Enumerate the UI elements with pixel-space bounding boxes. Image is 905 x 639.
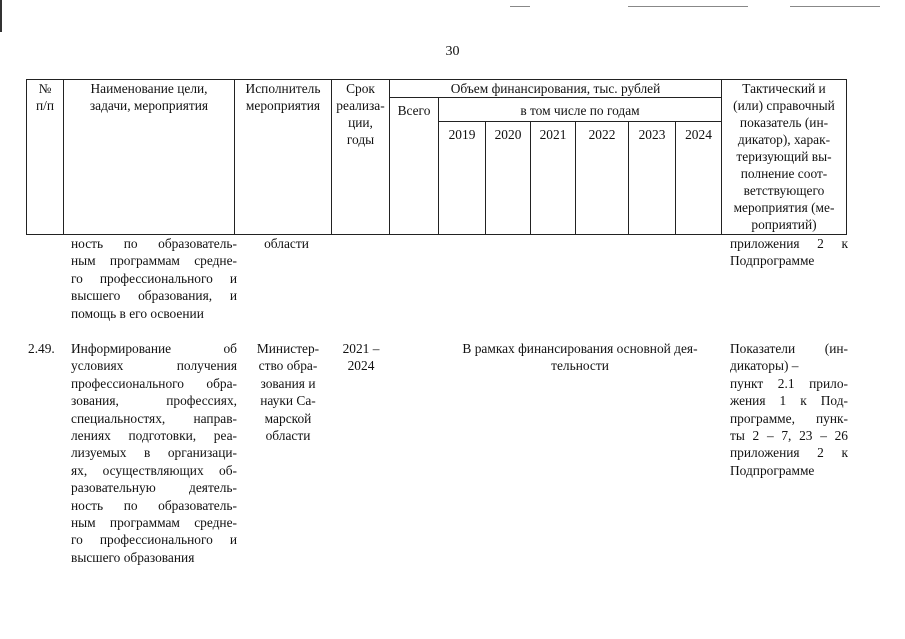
continued-name	[71, 235, 237, 322]
page-number: 30	[445, 44, 460, 59]
header-name: Наименование цели, задачи, мероприятия	[64, 80, 235, 235]
header-table	[26, 79, 847, 235]
text-line: Подпрограмме	[730, 253, 815, 269]
row-249-funding	[440, 340, 720, 375]
text-line: высшего образования, и	[71, 288, 237, 304]
text-line: Министер-	[256, 341, 320, 356]
text-line: области	[264, 236, 309, 251]
text-line: помощь в его освоении	[71, 305, 204, 321]
header-executor: Исполнитель мероприятия	[235, 80, 332, 235]
text-line: ным программам средне-	[71, 515, 237, 531]
row-249-num: 2.49.	[28, 341, 55, 356]
text-line: зования, профессиях,	[71, 393, 237, 409]
header-total: Всего	[390, 98, 439, 235]
text-line: приложения 2 к	[730, 236, 848, 251]
text-line: зования и	[260, 375, 316, 391]
header-num: № п/п	[27, 80, 64, 235]
header-year-2021: 2021	[531, 122, 576, 235]
text-line: В рамках финансирования основной дея-	[462, 341, 698, 356]
text-line: Информирование об	[71, 341, 237, 356]
continued-indicator	[730, 235, 848, 270]
text-line: лениях подготовки, реа-	[71, 428, 237, 444]
text-line: разовательную деятель-	[71, 480, 237, 496]
text-line: дикаторы) –	[730, 358, 799, 374]
header-year-2024: 2024	[676, 122, 722, 235]
text-line: условиях получения	[71, 358, 237, 374]
text-line: приложения 2 к	[730, 445, 848, 461]
text-line: ты 2 – 7, 23 – 26	[730, 428, 848, 444]
text-line: области	[265, 428, 311, 444]
header-year-2020: 2020	[486, 122, 531, 235]
row-249-executor	[244, 340, 332, 444]
text-line: ность по образователь-	[71, 236, 237, 251]
text-line: ность по образователь-	[71, 497, 237, 513]
text-line: лизуемых в организаци-	[71, 445, 237, 461]
header-by-years: в том числе по годам	[439, 98, 722, 122]
header-year-2022: 2022	[576, 122, 629, 235]
text-line: 2024	[347, 358, 375, 374]
text-line: программе, пунк-	[730, 410, 848, 426]
header-indicator: Тактический и (или) справочный показатель (ин- дикатор), харак- теризующий вы- полнение соот- ветствующего мероприятия (ме- роприятий)	[722, 80, 847, 235]
text-line: 2021 –	[342, 341, 380, 356]
header-term: Срок реализа- ции, годы	[332, 80, 390, 235]
text-line: высшего образования	[71, 549, 195, 565]
scan-edge-mark	[0, 0, 2, 32]
text-line: профессионального обра-	[71, 375, 237, 391]
text-line: пункт 2.1 прило-	[730, 375, 848, 391]
header-year-2023: 2023	[629, 122, 676, 235]
text-line: специальностях, направ-	[71, 410, 237, 426]
row-249-indicator	[730, 340, 848, 479]
text-line: марской	[264, 410, 312, 426]
row-249-name	[71, 340, 237, 566]
header-year-2019: 2019	[439, 122, 486, 235]
scan-artifact	[510, 6, 530, 7]
row-249-term	[330, 340, 392, 375]
text-line: го профессионального и	[71, 532, 237, 548]
scan-artifact	[790, 6, 880, 7]
scan-artifact	[628, 6, 748, 7]
text-line: науки Са-	[260, 393, 316, 409]
text-line: ях, осуществляющих об-	[71, 462, 237, 478]
header-funding: Объем финансирования, тыс. рублей	[390, 80, 722, 98]
text-line: го профессионального и	[71, 270, 237, 286]
text-line: тельности	[551, 358, 609, 374]
text-line: ным программам средне-	[71, 253, 237, 269]
text-line: жения 1 к Под-	[730, 393, 848, 409]
text-line: Подпрограмме	[730, 462, 815, 478]
continued-executor	[238, 235, 335, 252]
text-line: ство обра-	[258, 358, 318, 374]
text-line: Показатели (ин-	[730, 341, 848, 356]
